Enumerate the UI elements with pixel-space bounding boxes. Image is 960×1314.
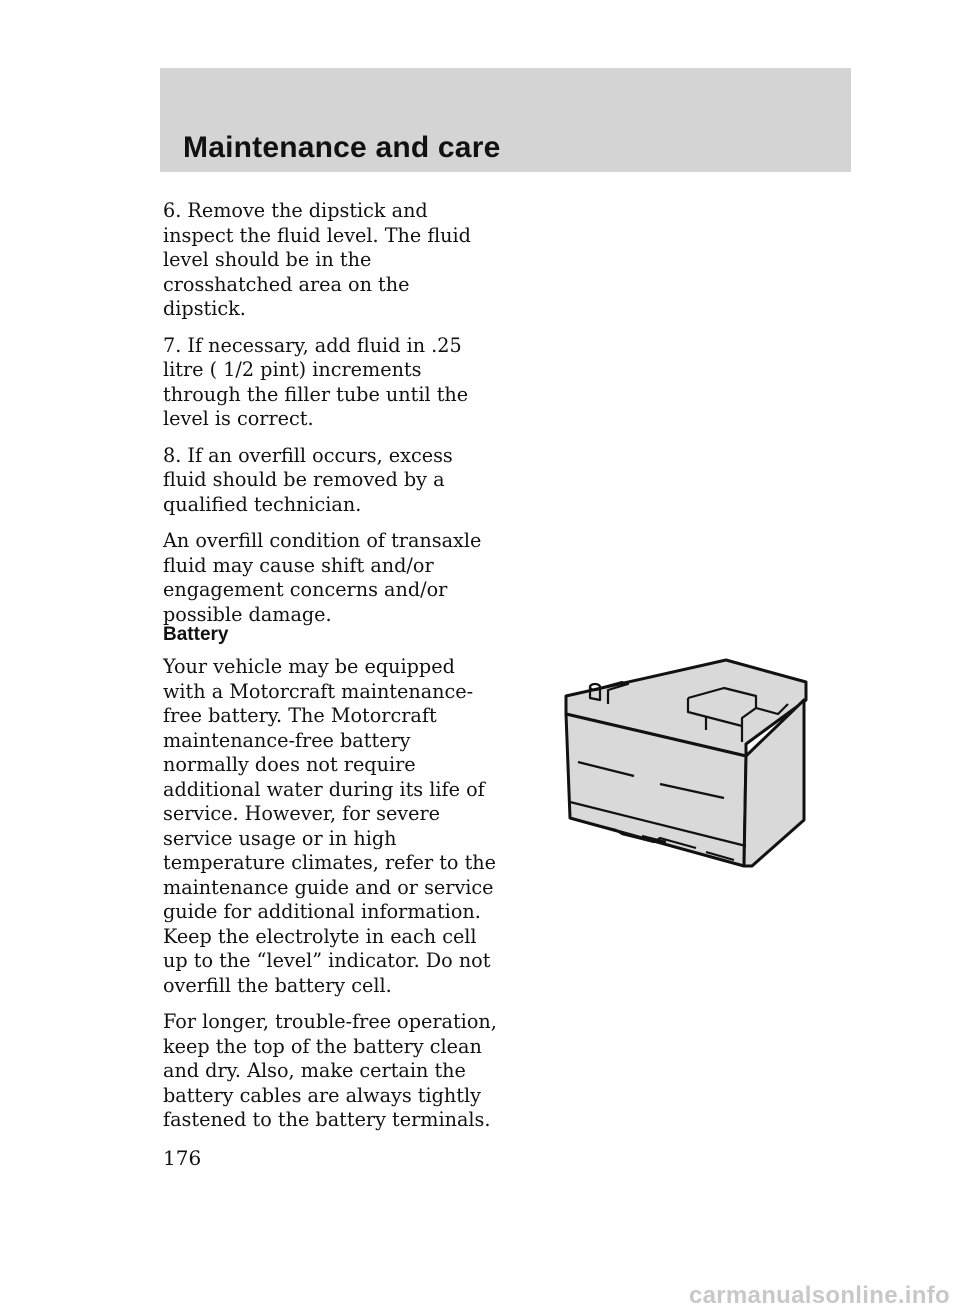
step-6: 6. Remove the dipstick and inspect the fluid level. The fluid level should be in the crosshatched area on the dipstick. — [163, 199, 471, 320]
battery-paragraph-1: Your vehicle may be equipped with a Motorcraft maintenance-free battery. The Motorcraft maintenance-free battery normally does not require additional water during its life of service. However, for severe service usage or in high temperature climates, refer to the maintenance guide and or service guide for additional information. Keep the electrolyte in each cell up to the “level” indicator. Do not overfill the battery cell. — [163, 655, 497, 997]
battery-text — [163, 655, 498, 1145]
battery-paragraph-2: For longer, trouble-free operation, keep the top of the battery clean and dry. Also, make certain the battery cables are always tightly fastened to the battery terminals. — [163, 1010, 497, 1131]
section-heading-battery: Battery — [163, 624, 229, 645]
page-title: Maintenance and care — [183, 131, 501, 164]
watermark-text: carmanualsonline.info — [688, 1282, 950, 1309]
battery-icon — [556, 652, 812, 876]
page-number: 176 — [163, 1146, 202, 1170]
fluid-instructions — [163, 199, 498, 639]
step-7: 7. If necessary, add fluid in .25 litre ( 1/2 pint) increments through the filler tube until the level is correct. — [163, 333, 469, 430]
overfill-note: An overfill condition of transaxle fluid may cause shift and/or engagement concerns and/or possible damage. — [163, 529, 482, 626]
step-8: 8. If an overfill occurs, excess fluid should be removed by a qualified technician. — [163, 443, 453, 516]
